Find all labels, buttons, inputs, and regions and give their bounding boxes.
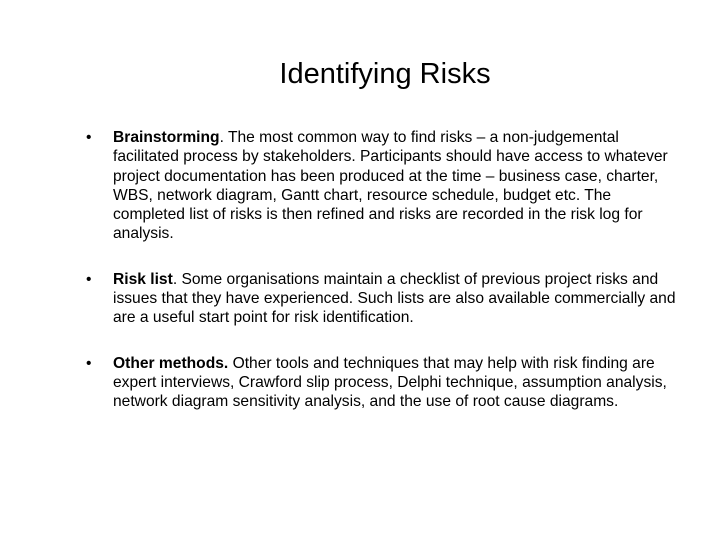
- slide-title: Identifying Risks: [279, 58, 491, 90]
- bullet-marker: •: [86, 129, 92, 146]
- bullet-heading: Risk list: [113, 270, 173, 288]
- bullet-text: . Some organisations maintain a checklist of previous project risks and issues that they have experienced. Such lists are also available commercially and are a useful start point for risk identification.: [113, 270, 676, 327]
- bullet-marker: •: [86, 354, 92, 372]
- bullet-item-other-methods: [86, 354, 686, 412]
- bullet-text: Other tools and techniques that may help with risk finding are expert interviews, Crawford slip process, Delphi technique, assumption analysis, network diagram sensitivity analysis, and the use of root cause diagrams.: [113, 354, 667, 411]
- bullet-text: . The most common way to find risks – a non-judgemental facilitated process by stakeholders. Participants should have access to whatever project documentation has been produced at the time – business case, charter, WBS, network diagram, Gantt chart, resource schedule, budget etc. The completed list of risks is then refined and risks are recorded in the risk log for analysis.: [113, 129, 668, 243]
- bullet-marker: •: [86, 270, 92, 288]
- bullet-heading: Other methods.: [113, 354, 229, 372]
- bullet-item-risk-list: [86, 270, 686, 328]
- bullet-heading: Brainstorming: [113, 129, 220, 146]
- bullet-item-brainstorming: [86, 128, 686, 244]
- bullet-list: [86, 128, 686, 412]
